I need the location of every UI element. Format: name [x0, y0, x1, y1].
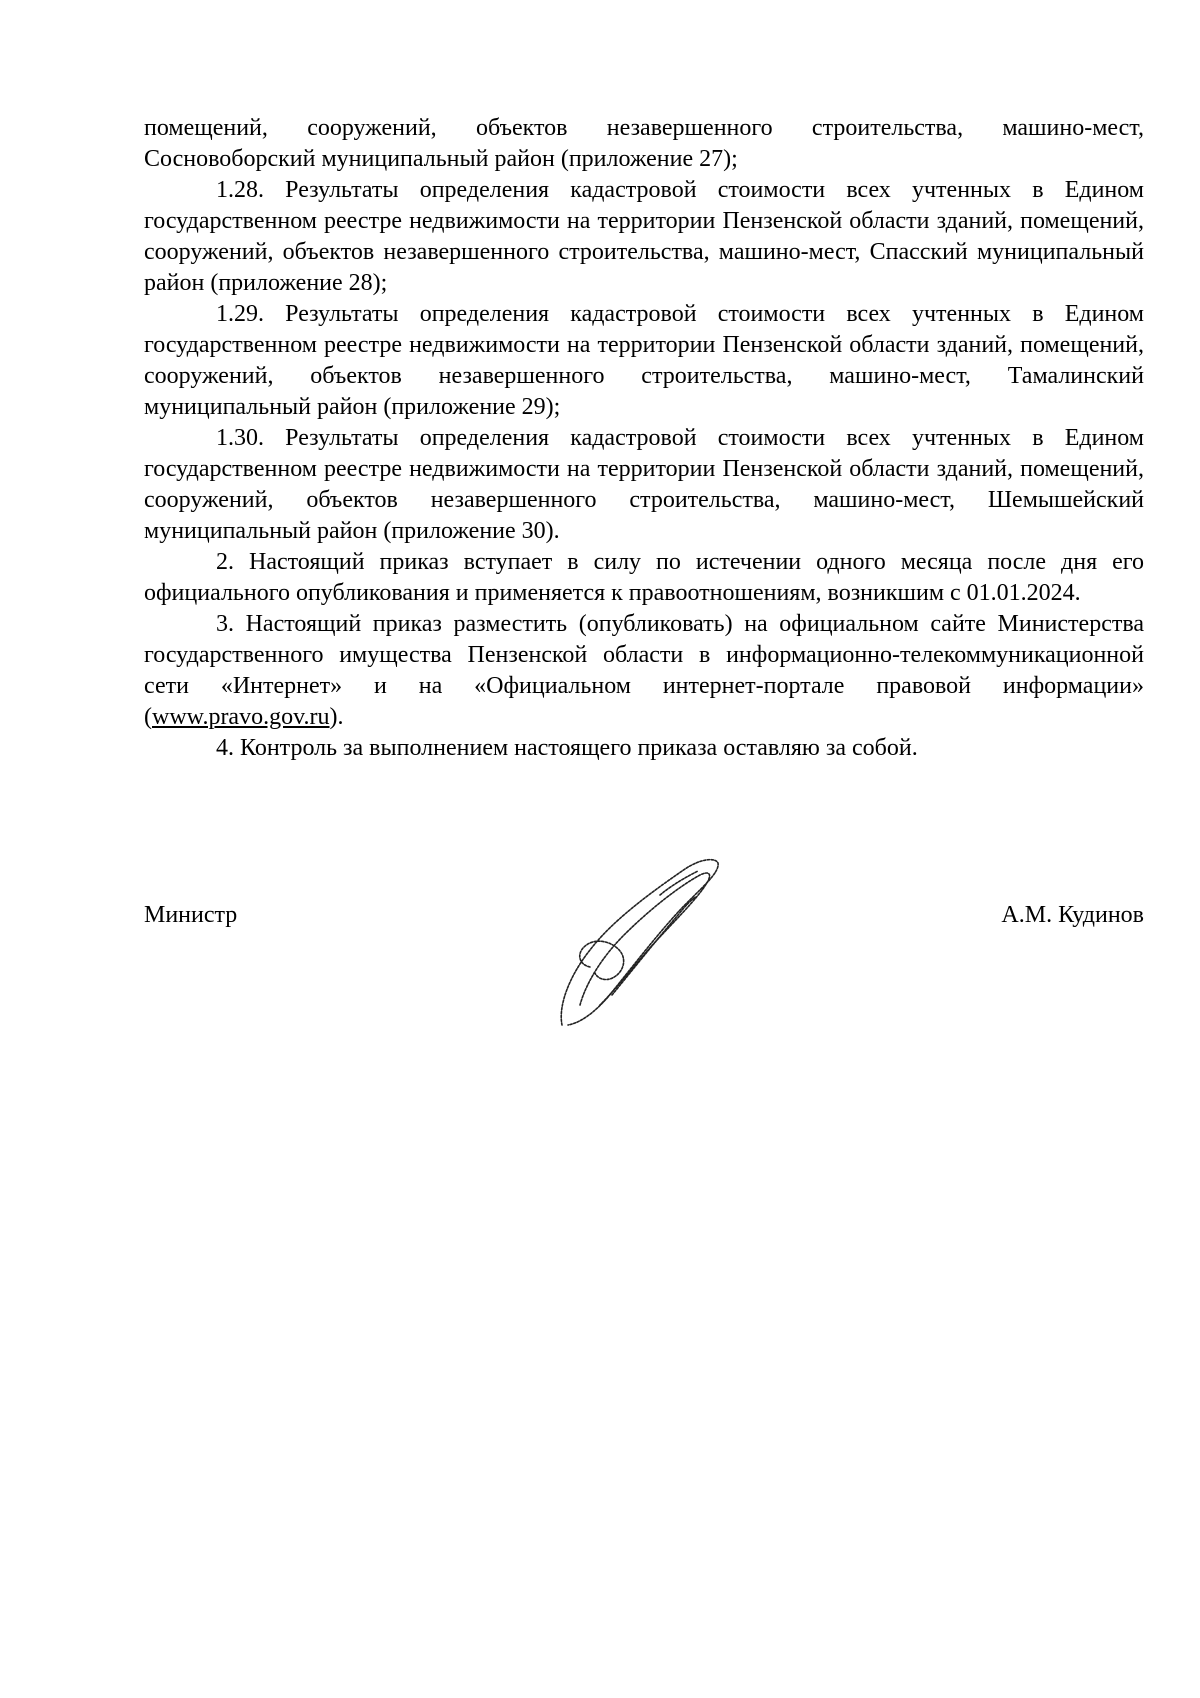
- paragraph-3-end: ).: [329, 704, 344, 730]
- paragraph-3-text: 3. Настоящий приказ разместить (опубликовать) на официальном сайте Министерства государственного имущества Пензенской области в информационно-телекоммуникационной сети «Интернет» и на «Официальном интернет-портале правовой информации» (: [144, 611, 1144, 730]
- paragraph-1-29: 1.29. Результаты определения кадастровой стоимости всех учтенных в Едином государственном реестре недвижимости на территории Пензенской области зданий, помещений, сооружений, объектов незавершенного строительства, машино-мест, Тамалинский муниципальный район (приложение 29);: [144, 301, 1144, 420]
- pravo-link[interactable]: www.pravo.gov.ru: [152, 704, 330, 730]
- handwritten-signature-icon: [550, 855, 740, 1030]
- paragraph-continuation: помещений, сооружений, объектов незавершенного строительства, машино-мест, Сосновоборский муниципальный район (приложение 27);: [144, 115, 1144, 172]
- paragraph-3: [144, 609, 1144, 733]
- paragraph-1-30: 1.30. Результаты определения кадастровой стоимости всех учтенных в Едином государственном реестре недвижимости на территории Пензенской области зданий, помещений, сооружений, объектов незавершенного строительства, машино-мест, Шемышейский муниципальный район (приложение 30).: [144, 425, 1144, 544]
- signatory-name: А.М. Кудинов: [1001, 902, 1144, 928]
- paragraph-4: 4. Контроль за выполнением настоящего приказа оставляю за собой.: [216, 735, 918, 761]
- document-body: [144, 113, 1144, 764]
- paragraph-1-28: 1.28. Результаты определения кадастровой стоимости всех учтенных в Едином государственном реестре недвижимости на территории Пензенской области зданий, помещений, сооружений, объектов незавершенного строительства, машино-мест, Спасский муниципальный район (приложение 28);: [144, 177, 1144, 296]
- paragraph-2: 2. Настоящий приказ вступает в силу по истечении одного месяца после дня его официального опубликования и применяется к правоотношениям, возникшим с 01.01.2024.: [144, 549, 1144, 606]
- signatory-title: Министр: [144, 902, 238, 928]
